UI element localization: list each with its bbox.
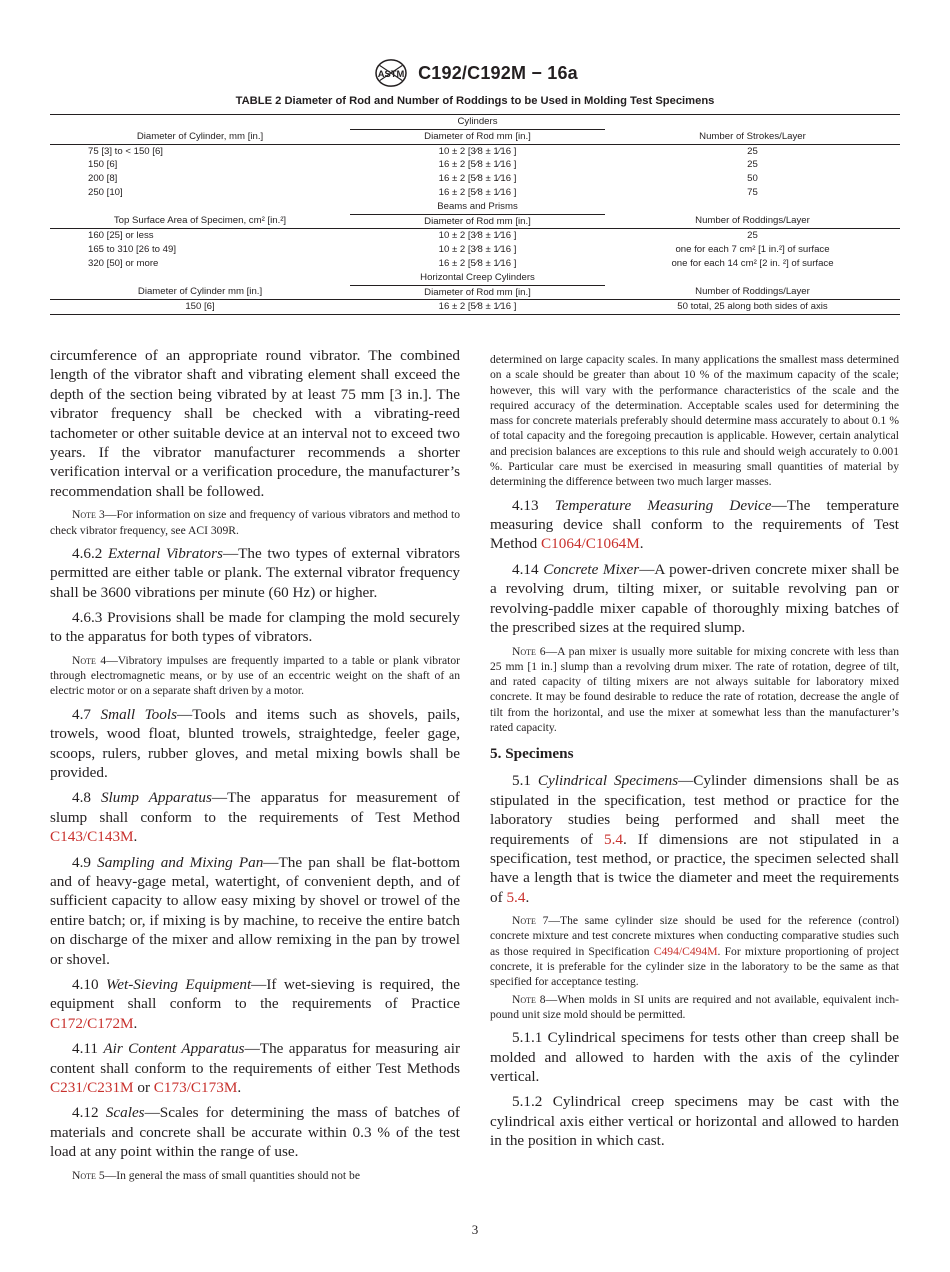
column-header: Number of Roddings/Layer (605, 285, 900, 300)
note-6 (490, 644, 899, 736)
table-cell: one for each 14 cm² [2 in. ²] of surface (671, 257, 834, 269)
table-row (50, 257, 900, 271)
section-number: 5.1 (512, 772, 531, 790)
section-number: 4.13 (512, 496, 539, 514)
table-row (50, 300, 900, 315)
table-cell: 160 [25] or less (88, 230, 154, 242)
table-cell: 200 [8] (88, 173, 118, 185)
column-header: Diameter of Cylinder, mm [in.] (50, 129, 350, 144)
left-text-column (50, 346, 460, 1189)
section-5-heading: 5. Specimens (490, 745, 574, 763)
paragraph-text: —The two types of external vibrators permitted are either table or plank. The external vibrator frequency shall be 3600 vibrations per minute (60 Hz) or higher. (50, 544, 461, 601)
section-number: 4.9 (72, 853, 91, 871)
section-number: 4.11 (72, 1040, 99, 1058)
column-header: Diameter of Rod mm [in.] (350, 129, 605, 144)
table-row (50, 144, 900, 158)
note-8 (490, 992, 899, 1023)
paragraph-text: —The pan shall be flat-bottom and of heavy-gage metal, watertight, of convenient depth, and of sufficient capacity to allow easy mixing by shovel or trowel of the entire batch; or, if mixing is by machine, to receive the entire batch on discharge of the mixer and allow remixing in the pan by trowel or shovel. (50, 853, 461, 968)
paragraph-4-7 (50, 705, 460, 783)
table-header-row (50, 285, 900, 300)
right-text-column (490, 352, 899, 1157)
column-header: Diameter of Rod mm [in.] (350, 214, 605, 229)
standard-link-c143[interactable]: C143/C143M (50, 828, 134, 846)
section-title: Slump Apparatus (100, 789, 212, 807)
rod-diameter-table (50, 114, 900, 315)
note-4 (50, 653, 460, 699)
table-cell: 16 ± 2 [5⁄8 ± 1⁄16 ] (438, 257, 517, 269)
table-cell: 10 ± 2 [3⁄8 ± 1⁄16 ] (438, 244, 517, 256)
standard-link-c172[interactable]: C172/C172M (50, 1014, 134, 1032)
note-text: —In general the mass of small quantities should not be (104, 1168, 360, 1182)
page-number: 3 (471, 1222, 479, 1237)
section-number: 4.8 (72, 789, 91, 807)
note-5 (50, 1168, 460, 1183)
section-title: Small Tools (100, 705, 177, 723)
paragraph-text: —The apparatus for measuring air content shall conform to the requirements of either Test Methods (50, 1040, 461, 1077)
paragraph-5-1: 5.1 Cylindrical Specimens—Cylinder dimensions shall be as stipulated in the specification, test method or practice for the laboratory studies being performed and shall meet the requirements of 5.4. If dimensions are not stipulated in a specification, test method, or practice, the specimen selected shall have a length that is twice the diameter and meet the requirements of 5.4. (490, 772, 899, 906)
section-title: Sampling and Mixing Pan (97, 853, 264, 871)
table-cell: 16 ± 2 [5⁄8 ± 1⁄16 ] (350, 300, 605, 315)
section-number: 4.12 (72, 1104, 99, 1122)
note-5-continued: determined on large capacity scales. In many applications the smallest mass determined on a scale should be greater than about 10 % of the maximum capacity of the scale; however, this will vary with the performance characteristics of the scale and the required accuracy of the determination. Acceptable scales used for determining the mass for concrete materials preferably should determine mass accurately to about 0.1 % of total capacity and the foregoing precaution is applicable. However, certain analytical and precision balances are exceptions to this rule and should weigh accurately to 0.001 %. Particular care must be exercised in measuring small quantities of material by determining the difference between two much larger masses. (490, 353, 899, 489)
paragraph-4-13: 4.13 Temperature Measuring Device—The temperature measuring device shall conform to the requirements of Test Method C1064/C1064M. (490, 496, 899, 553)
table-cell: 10 ± 2 [3⁄8 ± 1⁄16 ] (438, 145, 517, 157)
table-caption: TABLE 2 Diameter of Rod and Number of Roddings to be Used in Molding Test Specimens (235, 95, 715, 107)
paragraph-4-10: 4.10 Wet-Sieving Equipment—If wet-sieving is required, the equipment shall conform to the requirements of Practice C172/C172M. (50, 976, 461, 1032)
section-link-5-4[interactable]: 5.4 (506, 888, 526, 906)
table-header-row (50, 214, 900, 229)
note-text: —Vibratory impulses are frequently imparted to a table or plank vibrator through electromagnetic means, or by use of an eccentric weight on the shaft of an electric motor or on a separate shaft driven by a motor. (50, 653, 460, 698)
column-header: Number of Strokes/Layer (605, 129, 900, 144)
designation-title: C192/C192M − 16a (418, 62, 578, 83)
table-header-row (50, 129, 900, 144)
column-header: Top Surface Area of Specimen, cm² [in.²] (50, 214, 350, 229)
column-header: Number of Roddings/Layer (605, 214, 900, 229)
section-title: Cylindrical Specimens (537, 772, 679, 790)
section-number: 4.14 (512, 560, 539, 578)
standard-link-c173[interactable]: C173/C173M (153, 1079, 238, 1097)
section-title: Scales (105, 1104, 145, 1122)
paragraph-text: . If dimensions are not stipulated in a specification, test method, or practice, the specimen selected shall have a length that is twice the diameter and meet the requirements of (490, 830, 899, 906)
table-section-heading-row (50, 271, 900, 285)
section-number: 4.7 (72, 705, 91, 723)
table-row (50, 186, 900, 200)
note-text: —When molds in SI units are required and not available, equivalent inch-pound unit size mold should be permitted. (490, 992, 899, 1021)
table-cell: 16 ± 2 [5⁄8 ± 1⁄16 ] (438, 186, 517, 198)
note-label: Note 7 (512, 914, 549, 928)
note-label: Note 6 (512, 644, 546, 658)
table-cell: 25 (747, 230, 758, 242)
logo-text: ASTM (377, 68, 405, 79)
paragraph-4-12 (50, 1103, 460, 1161)
section-title: Concrete Mixer (543, 560, 640, 578)
table-cell: 50 total, 25 along both sides of axis (605, 300, 900, 315)
standard-link-c1064[interactable]: C1064/C1064M (541, 535, 640, 553)
table-cell: 150 [6] (50, 300, 350, 315)
page-header (0, 58, 950, 93)
paragraph-continued: circumference of an appropriate round vibrator. The combined length of the vibrator shaft and vibrating element shall exceed the depth of the section being vibrated by at least 75 mm [3 in.]. The vibrator frequency shall be checked with a vibrating-reed tachometer or other suitable device at an interval not to exceed two years. If the vibrator manufacturer recommends a shorter verification interval or a verification procedure, the manufacturer’s recommendation shall be followed. (50, 347, 460, 500)
paragraph-4-6-3: 4.6.3 Provisions shall be made for clamping the mold securely to the apparatus for both types of vibrators. (50, 609, 460, 646)
paragraph-text: or (133, 1079, 154, 1097)
table-cell: 250 [10] (88, 186, 123, 198)
note-label: Note 4 (72, 653, 107, 667)
section-title: Air Content Apparatus (103, 1040, 245, 1058)
paragraph-4-11: 4.11 Air Content Apparatus—The apparatus for measuring air content shall conform to the requirements of either Test Methods C231/C231M or C173/C173M. (50, 1040, 461, 1097)
table-section-heading-row (50, 200, 900, 214)
column-header: Diameter of Cylinder mm [in.] (50, 285, 350, 300)
paragraph-text: —Tools and items such as shovels, pails, trowels, wood float, blunted trowels, straightedge, feeler gage, scoops, rulers, rubber gloves, and metal mixing bowls shall be provided. (50, 705, 461, 781)
section-number: 4.10 (72, 976, 99, 994)
section-link-5-4[interactable]: 5.4 (604, 830, 624, 848)
standard-link-c231[interactable]: C231/C231M (50, 1079, 134, 1097)
section-number: 4.6.2 (72, 544, 103, 562)
section-heading: Horizontal Creep Cylinders (350, 271, 605, 285)
paragraph-5-1-1: 5.1.1 Cylindrical specimens for tests other than creep shall be molded and allowed to harden with the axis of the cylinder vertical. (490, 1029, 899, 1086)
table-cell: 165 to 310 [26 to 49] (88, 244, 177, 256)
paragraph-4-8: 4.8 Slump Apparatus—The apparatus for measurement of slump shall conform to the requirements of Test Method C143/C143M. (50, 789, 460, 846)
table-row (50, 158, 900, 172)
paragraph-text: —Scales for determining the mass of batches of materials and concrete shall be accurate within 0.3 % of the test load at any point within the range of use. (50, 1104, 460, 1161)
section-title: External Vibrators (107, 544, 223, 562)
section-title: Temperature Measuring Device (554, 496, 772, 514)
table-section-heading-row (50, 115, 900, 130)
table-cell: one for each 7 cm² [1 in.²] of surface (675, 244, 830, 256)
note-text: . For mixture proportioning of project concrete, it is preferable for the cylinder size in the laboratory to be the same as that specified for acceptance testing. (490, 944, 899, 989)
note-label: Note 3 (72, 508, 105, 522)
note-3 (50, 507, 460, 538)
note-7 (490, 913, 899, 989)
table-cell: 50 (747, 173, 758, 185)
paragraph-text: —The temperature measuring device shall conform to the requirements of Test Method (490, 496, 899, 553)
table-cell: 16 ± 2 [5⁄8 ± 1⁄16 ] (438, 159, 517, 171)
paragraph-text: —A power-driven concrete mixer shall be a revolving drum, tilting mixer, or suitable revolving pan or revolving-paddle mixer capable of thoroughly mixing batches of the prescribed sizes at the required slump. (490, 560, 900, 637)
paragraph-5-1-2: 5.1.2 Cylindrical creep specimens may be cast with the cylindrical axis either vertical or horizontal and allowed to harden in the position in which cast. (490, 1093, 899, 1150)
standard-link-c494[interactable]: C494/C494M (653, 944, 718, 958)
table-cell: 75 [3] to < 150 [6] (88, 145, 163, 157)
table-cell: 150 [6] (88, 159, 118, 171)
column-header: Diameter of Rod mm [in.] (350, 285, 605, 300)
table-cell: 75 (747, 186, 758, 198)
section-title: Wet-Sieving Equipment (105, 976, 252, 994)
table-cell: 25 (747, 145, 758, 157)
table-row (50, 243, 900, 257)
note-text: —A pan mixer is usually more suitable for mixing concrete with less than 25 mm [1 in.] slump than a revolving drum mixer. The rate of rotation, degree of tilt, and rated capacity of tilting mixers are not always suitable for laboratory mixed concrete. It may be found desirable to reduce the rate of rotation, decrease the angle of tilt from the horizontal, and use the mixer at somewhat less than the manufacturer’s rated capacity. (490, 644, 899, 734)
note-text: —The same cylinder size should be used for the reference (control) concrete mixture and test concrete mixtures when conducting comparative studies such as those required in Specification (490, 914, 899, 958)
table-row (50, 229, 900, 243)
table-cell: 25 (747, 159, 758, 171)
paragraph-text: —Cylinder dimensions shall be as stipulated in the specification, test method or practice for the laboratory studies being performed and shall meet the requirements of (490, 772, 899, 848)
paragraph-text: —The apparatus for measurement of slump shall conform to the requirements of Test Method (50, 789, 460, 826)
paragraph-text: —If wet-sieving is required, the equipment shall conform to the requirements of Practice (50, 976, 461, 1013)
paragraph-4-6-2 (50, 544, 460, 602)
section-heading: Beams and Prisms (350, 200, 605, 214)
table-cell: 320 [50] or more (88, 257, 159, 269)
table-row (50, 172, 900, 186)
astm-logo-icon (372, 58, 410, 88)
note-text: —For information on size and frequency of various vibrators and method to check vibrator frequency, see ACI 309R. (50, 508, 460, 537)
table-cell: 16 ± 2 [5⁄8 ± 1⁄16 ] (438, 173, 517, 185)
note-label: Note 5 (72, 1168, 105, 1182)
section-heading: Cylinders (350, 115, 605, 130)
paragraph-4-9 (50, 853, 460, 969)
note-label: Note 8 (512, 992, 546, 1006)
table-cell: 10 ± 2 [3⁄8 ± 1⁄16 ] (438, 230, 517, 242)
paragraph-4-14 (490, 560, 899, 638)
